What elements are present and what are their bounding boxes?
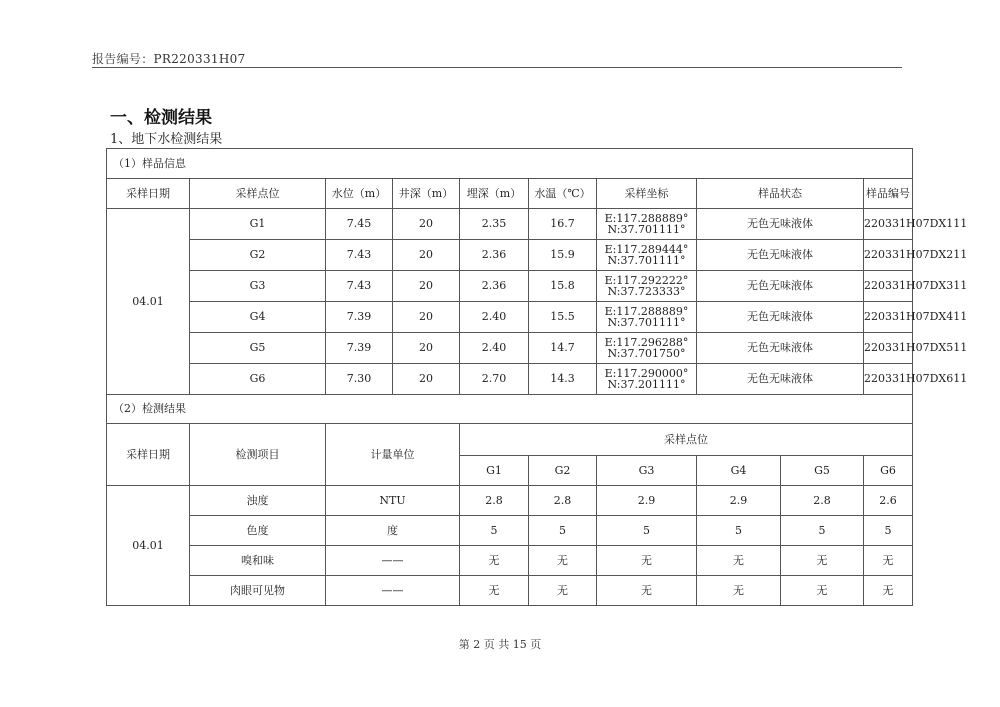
results-point-header: G3 <box>597 456 697 486</box>
sample-coordinate <box>597 209 697 240</box>
coord-east: E:117.292222° <box>604 274 689 287</box>
well-depth: 20 <box>393 364 460 395</box>
sample-point: G6 <box>190 364 326 395</box>
table-row <box>107 486 913 516</box>
table-row <box>107 240 913 271</box>
water-level: 7.43 <box>326 271 393 302</box>
coord-east: E:117.289444° <box>604 243 689 256</box>
results-value: 无 <box>697 576 781 606</box>
results-value: 无 <box>864 576 913 606</box>
coord-north: N:37.701111° <box>607 223 686 236</box>
sample-info-header: 水位（m） <box>326 179 393 209</box>
results-value: 无 <box>781 546 864 576</box>
results-unit-header: 计量单位 <box>326 424 460 486</box>
results-value: 无 <box>460 546 529 576</box>
sample-point: G3 <box>190 271 326 302</box>
water-level: 7.43 <box>326 240 393 271</box>
sample-number: 220331H07DX411 <box>864 302 913 333</box>
table-row <box>107 333 913 364</box>
sample-info-header: 水温（℃） <box>529 179 597 209</box>
results-value: 无 <box>597 546 697 576</box>
results-value: 5 <box>781 516 864 546</box>
results-value: 2.8 <box>460 486 529 516</box>
water-level: 7.45 <box>326 209 393 240</box>
table-row <box>107 271 913 302</box>
results-item: 嗅和味 <box>190 546 326 576</box>
sample-coordinate <box>597 302 697 333</box>
sample-info-header: 样品编号 <box>864 179 913 209</box>
results-value: 5 <box>460 516 529 546</box>
section-subtitle: 1、地下水检测结果 <box>110 132 223 147</box>
sample-coordinate <box>597 271 697 302</box>
well-depth: 20 <box>393 240 460 271</box>
report-number: 报告编号：PR220331H07 <box>92 52 246 66</box>
results-item-header: 检测项目 <box>190 424 326 486</box>
sample-info-header: 井深（m） <box>393 179 460 209</box>
table-row <box>107 179 913 209</box>
table-row <box>107 395 913 424</box>
results-value: 无 <box>529 546 597 576</box>
results-value: 2.8 <box>529 486 597 516</box>
water-temp: 16.7 <box>529 209 597 240</box>
sample-coordinate <box>597 333 697 364</box>
coord-east: E:117.288889° <box>604 212 689 225</box>
sample-state: 无色无味液体 <box>697 364 864 395</box>
burial-depth: 2.35 <box>460 209 529 240</box>
results-title: （2）检测结果 <box>107 395 913 424</box>
table-row <box>107 364 913 395</box>
sample-number: 220331H07DX111 <box>864 209 913 240</box>
results-unit: —— <box>326 546 460 576</box>
table-row <box>107 576 913 606</box>
sample-point: G1 <box>190 209 326 240</box>
well-depth: 20 <box>393 271 460 302</box>
coord-east: E:117.290000° <box>604 367 689 380</box>
results-value: 2.8 <box>781 486 864 516</box>
results-value: 无 <box>529 576 597 606</box>
sample-number: 220331H07DX511 <box>864 333 913 364</box>
table-row <box>107 302 913 333</box>
results-point-header: G5 <box>781 456 864 486</box>
table-row <box>107 516 913 546</box>
table-row <box>107 424 913 456</box>
sample-number: 220331H07DX611 <box>864 364 913 395</box>
results-point-header: G4 <box>697 456 781 486</box>
sample-state: 无色无味液体 <box>697 333 864 364</box>
water-temp: 15.9 <box>529 240 597 271</box>
coord-north: N:37.701111° <box>607 254 686 267</box>
well-depth: 20 <box>393 333 460 364</box>
sample-info-header: 采样点位 <box>190 179 326 209</box>
results-value: 2.9 <box>697 486 781 516</box>
results-item: 肉眼可见物 <box>190 576 326 606</box>
water-temp: 15.8 <box>529 271 597 302</box>
results-date: 04.01 <box>107 486 190 606</box>
sample-number: 220331H07DX311 <box>864 271 913 302</box>
results-value: 2.9 <box>597 486 697 516</box>
results-value: 5 <box>529 516 597 546</box>
coord-east: E:117.296288° <box>604 336 689 349</box>
header-divider <box>92 67 902 68</box>
sample-info-title: （1）样品信息 <box>107 149 913 179</box>
burial-depth: 2.70 <box>460 364 529 395</box>
water-temp: 14.3 <box>529 364 597 395</box>
sample-point: G5 <box>190 333 326 364</box>
results-value: 无 <box>697 546 781 576</box>
section-title: 一、检测结果 <box>110 108 212 128</box>
coord-north: N:37.201111° <box>607 378 686 391</box>
results-points-header: 采样点位 <box>460 424 913 456</box>
coord-north: N:37.701750° <box>607 347 686 360</box>
table-row <box>107 149 913 179</box>
coord-north: N:37.701111° <box>607 316 686 329</box>
table-row <box>107 209 913 240</box>
results-value: 2.6 <box>864 486 913 516</box>
sample-state: 无色无味液体 <box>697 240 864 271</box>
results-value: 无 <box>597 576 697 606</box>
page-footer: 第 2 页 共 15 页 <box>458 638 542 651</box>
well-depth: 20 <box>393 209 460 240</box>
groundwater-results-table <box>106 148 968 606</box>
water-temp: 15.5 <box>529 302 597 333</box>
sample-info-header: 采样日期 <box>107 179 190 209</box>
results-value: 无 <box>460 576 529 606</box>
sample-number: 220331H07DX211 <box>864 240 913 271</box>
sample-coordinate <box>597 240 697 271</box>
sample-date: 04.01 <box>107 209 190 395</box>
results-unit: 度 <box>326 516 460 546</box>
sample-state: 无色无味液体 <box>697 209 864 240</box>
sample-state: 无色无味液体 <box>697 302 864 333</box>
well-depth: 20 <box>393 302 460 333</box>
burial-depth: 2.36 <box>460 240 529 271</box>
table-row <box>107 546 913 576</box>
results-point-header: G2 <box>529 456 597 486</box>
coord-east: E:117.288889° <box>604 305 689 318</box>
results-value: 无 <box>781 576 864 606</box>
burial-depth: 2.40 <box>460 333 529 364</box>
sample-point: G2 <box>190 240 326 271</box>
results-value: 5 <box>597 516 697 546</box>
water-level: 7.39 <box>326 333 393 364</box>
water-level: 7.39 <box>326 302 393 333</box>
results-value: 无 <box>864 546 913 576</box>
sample-state: 无色无味液体 <box>697 271 864 302</box>
results-item: 浊度 <box>190 486 326 516</box>
water-temp: 14.7 <box>529 333 597 364</box>
coord-north: N:37.723333° <box>607 285 686 298</box>
sample-info-header: 样品状态 <box>697 179 864 209</box>
results-value: 5 <box>697 516 781 546</box>
results-value: 5 <box>864 516 913 546</box>
results-unit: NTU <box>326 486 460 516</box>
results-unit: —— <box>326 576 460 606</box>
burial-depth: 2.40 <box>460 302 529 333</box>
results-point-header: G6 <box>864 456 913 486</box>
sample-info-header: 埋深（m） <box>460 179 529 209</box>
sample-info-header: 采样坐标 <box>597 179 697 209</box>
results-point-header: G1 <box>460 456 529 486</box>
sample-point: G4 <box>190 302 326 333</box>
sample-coordinate <box>597 364 697 395</box>
burial-depth: 2.36 <box>460 271 529 302</box>
results-item: 色度 <box>190 516 326 546</box>
water-level: 7.30 <box>326 364 393 395</box>
results-date-header: 采样日期 <box>107 424 190 486</box>
